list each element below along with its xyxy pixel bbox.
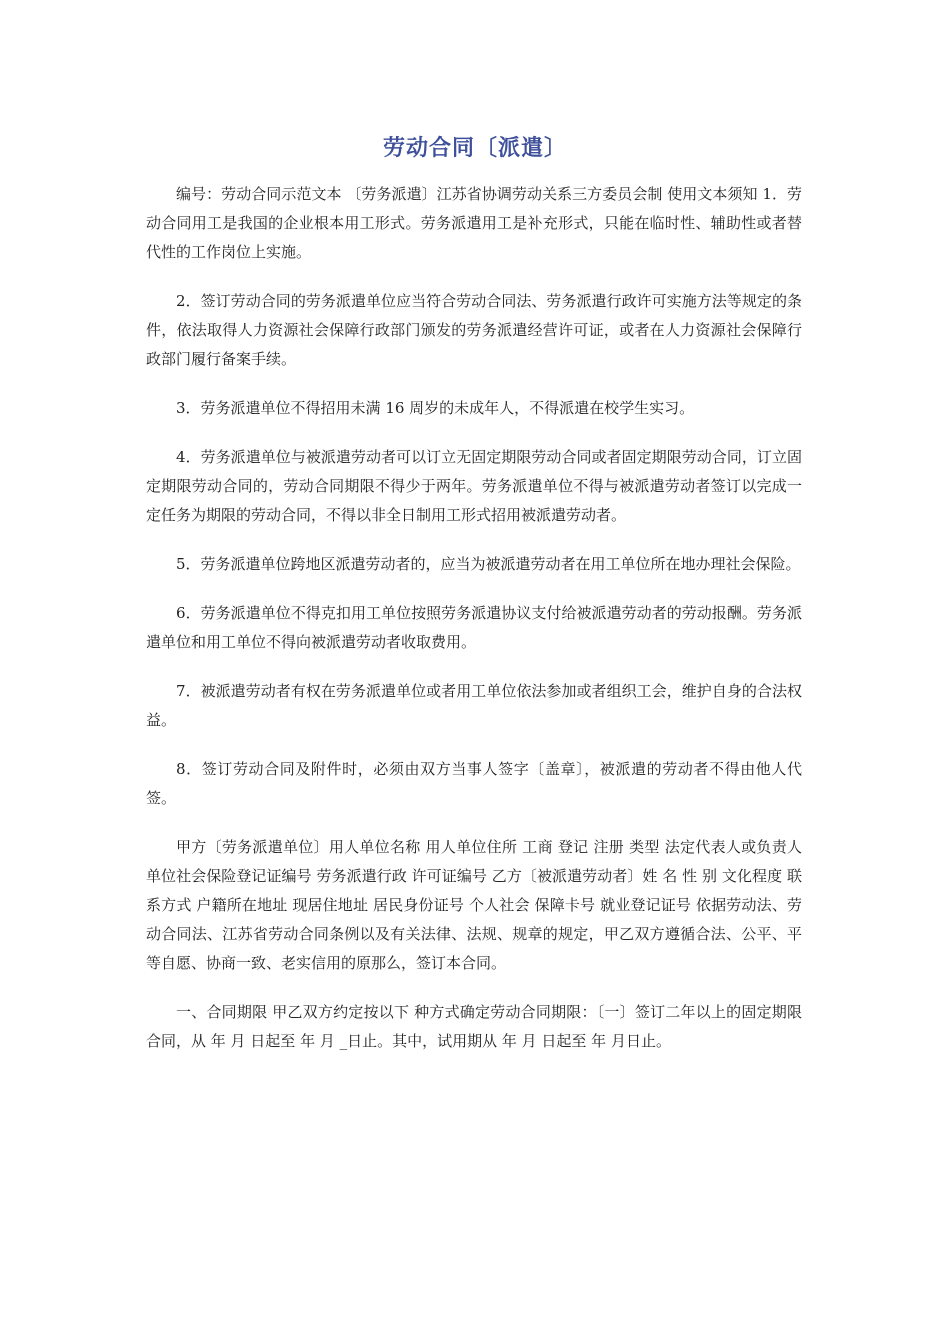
- paragraph-item-7: 7．被派遣劳动者有权在劳务派遣单位或者用工单位依法参加或者组织工会，维护自身的合法权益。: [146, 682, 802, 729]
- paragraph-item-2: 2．签订劳动合同的劳务派遣单位应当符合劳动合同法、劳务派遣行政许可实施方法等规定的条件，依法取得人力资源社会保障行政部门颁发的劳务派遣经营许可证，或者在人力资源社会保障行政部门履行备案手续。: [146, 292, 802, 368]
- paragraph-intro: 编号：劳动合同示范文本 〔劳务派遣〕江苏省协调劳动关系三方委员会制 使用文本须知 1．劳动合同用工是我国的企业根本用工形式。劳务派遣用工是补充形式，只能在临时性、辅助性或者替代性的工作岗位上实施。: [146, 185, 802, 261]
- paragraph-item-4: 4．劳务派遣单位与被派遣劳动者可以订立无固定期限劳动合同或者固定期限劳动合同，订立固定期限劳动合同的，劳动合同期限不得少于两年。劳务派遣单位不得与被派遣劳动者签订以完成一定任务为期限的劳动合同，不得以非全日制用工形式招用被派遣劳动者。: [146, 448, 802, 524]
- paragraph-item-5: 5．劳务派遣单位跨地区派遣劳动者的，应当为被派遣劳动者在用工单位所在地办理社会保险。: [176, 555, 801, 573]
- paragraph-parties: 甲方〔劳务派遣单位〕用人单位名称 用人单位住所 工商 登记 注册 类型 法定代表人或负责人 单位社会保险登记证编号 劳务派遣行政 许可证编号 乙方〔被派遣劳动者〕姓 名 性 别 文化程度 联系方式 户籍所在地址 现居住地址 居民身份证号 个人社会 保障卡号 就业登记证号 依据劳动法、劳动合同法、江苏省劳动合同条例以及有关法律、法规、规章的规定，甲乙双方遵循合法、公平、平等自愿、协商一致、老实信用的原那么，签订本合同。: [146, 838, 802, 972]
- paragraph-contract-term: 一、合同期限 甲乙双方约定按以下 种方式确定劳动合同期限：〔一〕签订二年以上的固定期限合同，从 年 月 日起至 年 月 _日止。其中，试用期从 年 月 日起至 年 月日止。: [146, 1003, 802, 1050]
- paragraph-item-8: 8．签订劳动合同及附件时，必须由双方当事人签字〔盖章〕，被派遣的劳动者不得由他人代签。: [146, 760, 802, 807]
- document-title: 劳动合同〔派遣〕: [382, 136, 567, 161]
- document-body: [146, 180, 802, 1076]
- paragraph-item-6: 6．劳务派遣单位不得克扣用工单位按照劳务派遣协议支付给被派遣劳动者的劳动报酬。劳务派遣单位和用工单位不得向被派遣劳动者收取费用。: [146, 604, 802, 651]
- paragraph-item-3: 3．劳务派遣单位不得招用未满 16 周岁的未成年人，不得派遣在校学生实习。: [176, 399, 695, 417]
